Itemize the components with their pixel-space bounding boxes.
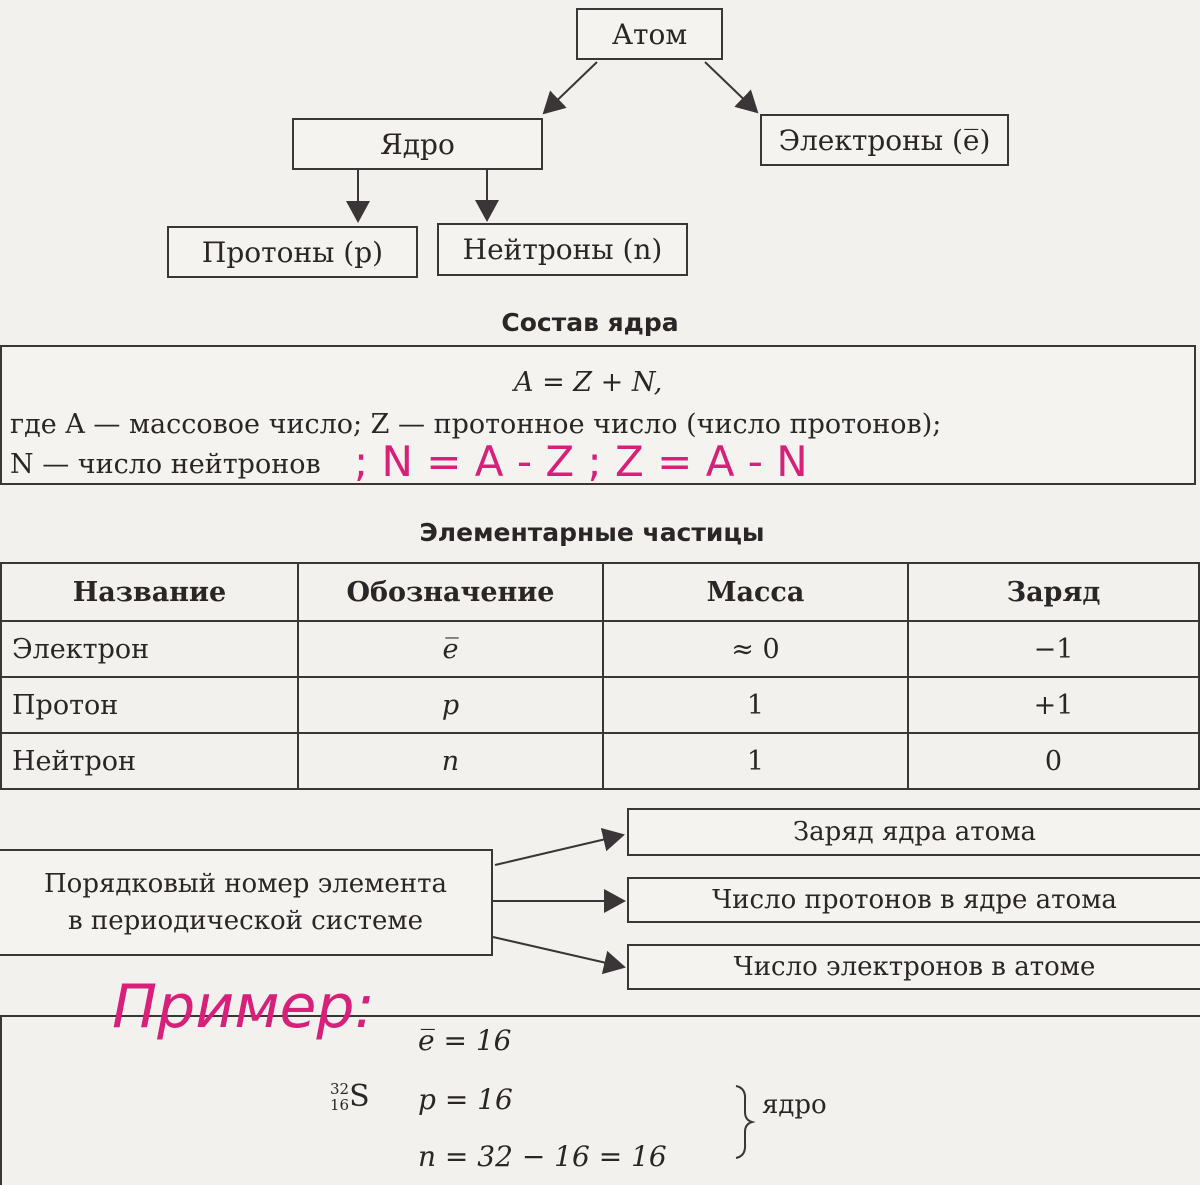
cell-name: Электрон: [1, 621, 298, 677]
col-charge: Заряд: [908, 563, 1199, 621]
nucleus-label: Ядро: [380, 127, 455, 161]
formula-definition: где A — массовое число; Z — протонное число (число протонов);: [10, 409, 942, 440]
example-electrons: e̅ = 16: [418, 1024, 512, 1057]
cell-charge: −1: [908, 621, 1199, 677]
col-symbol: Обозначение: [298, 563, 603, 621]
cell-mass: 1: [603, 677, 908, 733]
table-row: [1, 677, 1199, 733]
ordinal-target-charge: [627, 808, 1200, 856]
target-electrons-label: Число электронов в атоме: [733, 952, 1096, 982]
electrons-box: [760, 114, 1009, 166]
example-isotope: [330, 1078, 370, 1114]
target-charge-label: Заряд ядра атома: [792, 817, 1037, 847]
particles-table: [0, 562, 1200, 790]
arrow-atom-to-electrons: [705, 62, 757, 112]
electrons-label: Электроны (e̅): [778, 123, 991, 157]
cell-mass: ≈ 0: [603, 621, 908, 677]
arrow-to-charge: [495, 835, 623, 865]
col-name: Название: [1, 563, 298, 621]
cell-name: Нейтрон: [1, 733, 298, 789]
neutrons-label: Нейтроны (n): [462, 233, 663, 266]
cell-charge: +1: [908, 677, 1199, 733]
atom-label: Атом: [611, 17, 688, 51]
particles-heading: Элементарные частицы: [419, 518, 765, 547]
arrow-to-electrons-count: [493, 937, 624, 967]
ordinal-source-box: [0, 849, 493, 956]
cell-symbol: n: [298, 733, 603, 789]
cell-charge: 0: [908, 733, 1199, 789]
atomic-number: 16: [330, 1095, 350, 1114]
cell-symbol: e̅: [298, 621, 603, 677]
formula-neutrons-def: N — число нейтронов: [10, 449, 321, 480]
col-mass: Масса: [603, 563, 908, 621]
target-protons-label: Число протонов в ядре атома: [712, 885, 1117, 915]
cell-mass: 1: [603, 733, 908, 789]
nucleus-box: [292, 118, 543, 170]
ordinal-source-line1: Порядковый номер элемента: [44, 868, 447, 899]
atom-box: [576, 8, 723, 60]
cell-symbol: p: [298, 677, 603, 733]
formula-box: [0, 345, 1196, 485]
protons-label: Протоны (p): [201, 235, 384, 269]
handwritten-formulas: ; N = A - Z ; Z = A - N: [354, 437, 808, 486]
formula-main: A = Z + N,: [514, 367, 663, 398]
ordinal-target-electrons: [627, 944, 1200, 990]
table-header-row: [1, 563, 1199, 621]
cell-name: Протон: [1, 677, 298, 733]
neutrons-box: [437, 223, 688, 276]
example-neutrons: n = 32 − 16 = 16: [418, 1140, 667, 1173]
brace-label: ядро: [762, 1090, 827, 1120]
ordinal-target-protons: [627, 877, 1200, 923]
mass-number: 32: [330, 1079, 350, 1098]
table-row: [1, 621, 1199, 677]
handwritten-example-label: Пример:: [112, 972, 375, 1042]
protons-box: [167, 226, 418, 278]
ordinal-source-line2: в периодической системе: [67, 905, 424, 936]
element-symbol: S: [349, 1079, 370, 1114]
table-row: [1, 733, 1199, 789]
example-protons: p = 16: [418, 1083, 513, 1116]
arrow-atom-to-nucleus: [544, 62, 597, 113]
composition-heading: Состав ядра: [501, 308, 679, 337]
